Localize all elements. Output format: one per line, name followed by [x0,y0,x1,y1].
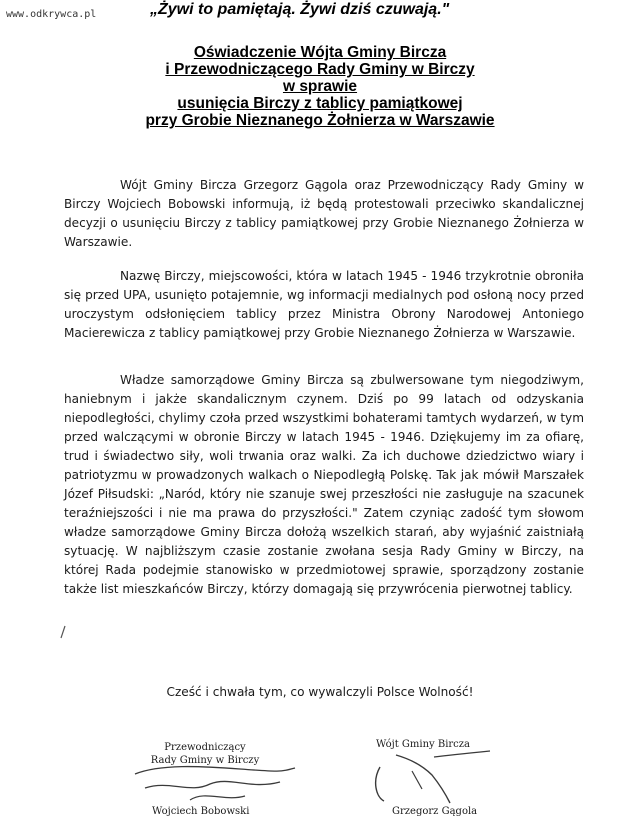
body-paragraph: Nazwę Birczy, miejscowości, która w latach 1945 - 1946 trzykrotnie obroniła się przed UPA, usunięto potajemnie, wg informacji medialnych pod osłoną nocy przed uroczystym odsłonięciem tablicy przez Ministra Obrony Narodowej Antoniego Macierewicza z tablicy pamiątkowej przy Grobie Nieznanego Żołnierza w Warszawie. [64,269,584,340]
role-line: Przewodniczący [164,742,246,753]
margin-mark [58,624,68,640]
title-line: w sprawie [282,78,358,95]
left-signatory-name: Wojciech Bobowski [152,806,250,817]
role-line: Rady Gminy w Birczy [150,755,260,766]
title-line: usunięcia Birczy z tablicy pamiątkowej [177,95,463,112]
title-line: i Przewodniczącego Rady Gminy w Birczy [165,61,475,78]
motto-heading: „Żywi to pamiętają. Żywi dziś czuwają." [150,1,450,18]
left-handwritten-signature [130,760,300,808]
body-paragraph: Wójt Gminy Bircza Grzegorz Gągola oraz Przewodniczący Rady Gminy w Birczy Wojciech Bobowski informują, iż będą protestowali przeciwko skandalicznej decyzji o usunięciu Birczy z tablicy pamiątkowej przy Grobie Nieznanego Żołnierza w Warszawie. [64,178,584,249]
statement-title [80,44,560,129]
right-signatory-role: Wójt Gminy Bircza [376,739,471,750]
title-line: przy Grobie Nieznanego Żołnierza w Warszawie [145,112,495,129]
right-handwritten-signature [350,745,500,807]
right-signatory-name: Grzegorz Gągola [392,806,478,817]
title-line: Oświadczenie Wójta Gminy Bircza [193,44,447,61]
closing-slogan: Cześć i chwała tym, co wywalczyli Polsce Wolność! [166,685,474,699]
body-paragraph: Władze samorządowe Gminy Bircza są zbulwersowane tym niegodziwym, haniebnym i jakże skandalicznym czynem. Dziś po 99 latach od odzyskania niepodległości, chylimy czoła przed wszystkimi bohaterami tamtych wydarzeń, w tym przed walczącymi w obronie Birczy w latach 1945 - 1946. Dziękujemy im za ofiarę, trud i świadectwo siły, woli trwania oraz walki. Za ich duchowe dziedzictwo wiary i patriotyzmu w prowadzonych walkach o Niepodległą Polskę. Tak jak mówił Marszałek Józef Piłsudski: „Naród, który nie szanuje swej przeszłości nie zasługuje na szacunek teraźniejszości i nie ma prawa do przyszłości." Zatem czyniąc zadość tym słowom władze samorządowe Gminy Bircza dołożą wszelkich starań, aby wyjaśnić zaistniałą sytuację. W najbliższym czasie zostanie zwołana sesja Rady Gminy w Birczy, na której Rada podejmie stanowisko w przedmiotowej sprawie, sporządzony zostanie także list mieszkańców Birczy, którzy domagają się przywrócenia pierwotnej tablicy. [64,373,584,596]
watermark: www.odkrywca.pl [6,9,97,20]
